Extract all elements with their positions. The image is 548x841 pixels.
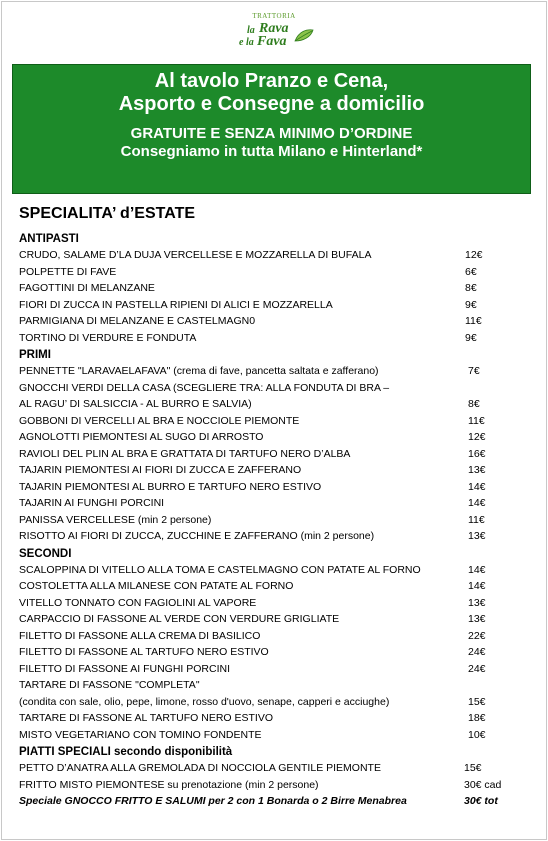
menu-item	[19, 313, 534, 330]
menu-item-price: 8€	[468, 398, 480, 410]
menu-item	[19, 413, 534, 430]
menu-item-price: 30€ tot	[464, 795, 498, 807]
menu-item-name: MISTO VEGETARIANO CON TOMINO FONDENTE	[19, 728, 262, 741]
menu-item	[19, 628, 534, 645]
banner-line-2: Asporto e Consegne a domicilio	[118, 93, 425, 115]
menu-item	[19, 429, 534, 446]
menu-item-price: 13€	[468, 596, 486, 609]
menu-item-price: 24€	[468, 646, 486, 658]
menu-item-price: 9€	[465, 298, 477, 311]
menu-item-name: SCALOPPINA DI VITELLO ALLA TOMA E CASTELMAGNO CON PATATE AL FORNO	[19, 563, 421, 576]
menu-item-price: 14€	[468, 480, 486, 493]
logo-fava: Fava	[257, 34, 287, 49]
menu-item	[19, 330, 534, 347]
menu-item-name: PETTO D’ANATRA ALLA GREMOLADA DI NOCCIOLA GENTILE PIEMONTE	[19, 762, 381, 774]
menu-item	[19, 297, 534, 314]
section-title-speciali: PIATTI SPECIALI secondo disponibilità	[19, 746, 233, 758]
antipasti-list	[19, 247, 534, 346]
menu-item-price: 30€ cad	[464, 778, 502, 791]
menu-item-name: TAJARIN PIEMONTESI AI FIORI DI ZUCCA E ZAFFERANO	[19, 464, 302, 476]
menu-item-price: 13€	[468, 613, 486, 625]
menu-item	[19, 512, 534, 529]
menu-item-name: RISOTTO AI FIORI DI ZUCCA, ZUCCHINE E ZAFFERANO (min 2 persone)	[19, 530, 375, 542]
menu-item	[19, 562, 534, 579]
speciali-list	[19, 760, 534, 810]
logo-wordmark	[229, 21, 319, 51]
menu-item-price: 7€	[468, 365, 480, 377]
menu-item	[19, 595, 534, 612]
banner-line-4: Consegniamo in tutta Milano e Hinterland*	[120, 143, 423, 160]
logo-small-text: TRATTORIA	[252, 12, 296, 20]
menu-item-price: 13€	[468, 464, 486, 476]
menu-item-name: TAJARIN PIEMONTESI AL BURRO E TARTUFO NERO ESTIVO	[19, 480, 322, 493]
menu-item	[19, 446, 534, 463]
menu-item	[19, 264, 534, 281]
menu-item-name: AL RAGU’ DI SALSICCIA - AL BURRO E SALVIA)	[19, 398, 252, 410]
menu-item	[19, 578, 534, 595]
menu-item	[19, 611, 534, 628]
menu-item-name: PARMIGIANA DI MELANZANE E CASTELMAGN0	[19, 315, 256, 327]
menu-item-price: 14€	[468, 580, 486, 592]
menu-item	[19, 710, 534, 727]
menu-item-price: 15€	[464, 762, 482, 774]
menu-item	[19, 495, 534, 512]
menu-item-price: 14€	[468, 563, 486, 576]
menu-item-name: TARTARE DI FASSONE "COMPLETA"	[19, 679, 200, 691]
menu-item	[19, 479, 534, 496]
menu-item-price: 10€	[468, 728, 486, 741]
menu-item-name: CRUDO, SALAME D’LA DUJA VERCELLESE E MOZZARELLA DI BUFALA	[19, 249, 372, 261]
menu-item-name: (condita con sale, olio, pepe, limone, rosso d'uovo, senape, capperi e acciughe)	[19, 695, 390, 708]
menu-item	[19, 247, 534, 264]
menu-item-name: FIORI DI ZUCCA IN PASTELLA RIPIENI DI ALICI E MOZZARELLA	[19, 298, 333, 311]
primi-list	[19, 363, 534, 545]
menu-item-name: AGNOLOTTI PIEMONTESI AL SUGO DI ARROSTO	[19, 431, 264, 443]
menu-item-name: TARTARE DI FASSONE AL TARTUFO NERO ESTIVO	[19, 712, 273, 724]
logo-rava: Rava	[259, 21, 289, 36]
menu-item	[19, 462, 534, 479]
menu-item	[19, 677, 534, 694]
menu-item	[19, 661, 534, 678]
banner-line-3: GRATUITE E SENZA MINIMO D’ORDINE	[130, 125, 413, 142]
menu-item-name: FILETTO DI FASSONE AL TARTUFO NERO ESTIVO	[19, 646, 269, 658]
menu-item-name: CARPACCIO DI FASSONE AL VERDE CON VERDURE GRIGLIATE	[19, 613, 340, 625]
menu-item	[19, 363, 534, 380]
menu-item	[19, 644, 534, 661]
banner-line-1: Al tavolo Pranzo e Cena,	[154, 70, 389, 92]
menu-item-price: 12€	[465, 249, 483, 261]
menu-item-name: PENNETTE "LARAVAELAFAVA" (crema di fave, pancetta saltata e zafferano)	[19, 365, 379, 377]
menu-item-name: FILETTO DI FASSONE ALLA CREMA DI BASILICO	[19, 629, 261, 642]
menu-item-name: PANISSA VERCELLESE (min 2 persone)	[19, 513, 212, 526]
menu-item	[19, 777, 534, 794]
menu-item-name: Speciale GNOCCO FRITTO E SALUMI per 2 con 1 Bonarda o 2 Birre Menabrea	[19, 795, 407, 807]
menu-item	[19, 396, 534, 413]
menu-item-price: 6€	[465, 265, 477, 278]
menu-item	[19, 280, 534, 297]
menu-item	[19, 793, 534, 810]
menu-item-price: 24€	[468, 662, 486, 675]
section-title-antipasti: ANTIPASTI	[19, 233, 79, 245]
menu	[19, 203, 534, 810]
menu-item	[19, 380, 534, 397]
menu-item-name: FAGOTTINI DI MELANZANE	[19, 282, 155, 294]
menu-item-name: COSTOLETTA ALLA MILANESE CON PATATE AL FORNO	[19, 580, 294, 592]
menu-item	[19, 528, 534, 545]
menu-item-name: VITELLO TONNATO CON FAGIOLINI AL VAPORE	[19, 596, 257, 609]
menu-item-name: TORTINO DI VERDURE E FONDUTA	[19, 331, 197, 344]
menu-item-price: 8€	[465, 282, 477, 294]
menu-item-price: 13€	[468, 530, 486, 542]
menu-item-price: 12€	[468, 431, 486, 443]
menu-item-price: 15€	[468, 695, 486, 708]
menu-item-price: 16€	[468, 447, 486, 460]
menu-item-name: TAJARIN AI FUNGHI PORCINI	[19, 497, 165, 509]
menu-item	[19, 760, 534, 777]
menu-item-price: 11€	[468, 513, 485, 526]
menu-item-name: FILETTO DI FASSONE AI FUNGHI PORCINI	[19, 662, 231, 675]
info-banner	[12, 64, 531, 194]
secondi-list	[19, 562, 534, 744]
trattoria-logo	[0, 12, 548, 56]
logo-la: la	[247, 25, 255, 36]
menu-item-name: FRITTO MISTO PIEMONTESE su prenotazione (min 2 persone)	[19, 778, 319, 791]
menu-item	[19, 694, 534, 711]
menu-item-price: 9€	[465, 331, 477, 344]
menu-item-price: 11€	[468, 414, 485, 427]
menu-item-price: 22€	[468, 629, 486, 642]
menu-item-price: 11€	[465, 315, 482, 327]
menu-item-name: GNOCCHI VERDI DELLA CASA (SCEGLIERE TRA: ALLA FONDUTA DI BRA –	[19, 381, 390, 394]
menu-item-name: POLPETTE DI FAVE	[19, 265, 117, 278]
leaf-icon	[293, 27, 315, 43]
menu-item-price: 14€	[468, 497, 486, 509]
logo-e-la: e la	[239, 37, 254, 48]
section-title-primi: PRIMI	[19, 349, 51, 361]
menu-item-name: RAVIOLI DEL PLIN AL BRA E GRATTATA DI TARTUFO NERO D’ALBA	[19, 447, 351, 460]
section-title-secondi: SECONDI	[19, 547, 72, 560]
menu-title: SPECIALITA’ d’ESTATE	[19, 205, 196, 222]
menu-item-price: 18€	[468, 712, 486, 724]
menu-item-name: GOBBONI DI VERCELLI AL BRA E NOCCIOLE PIEMONTE	[19, 414, 300, 427]
menu-item	[19, 727, 534, 744]
